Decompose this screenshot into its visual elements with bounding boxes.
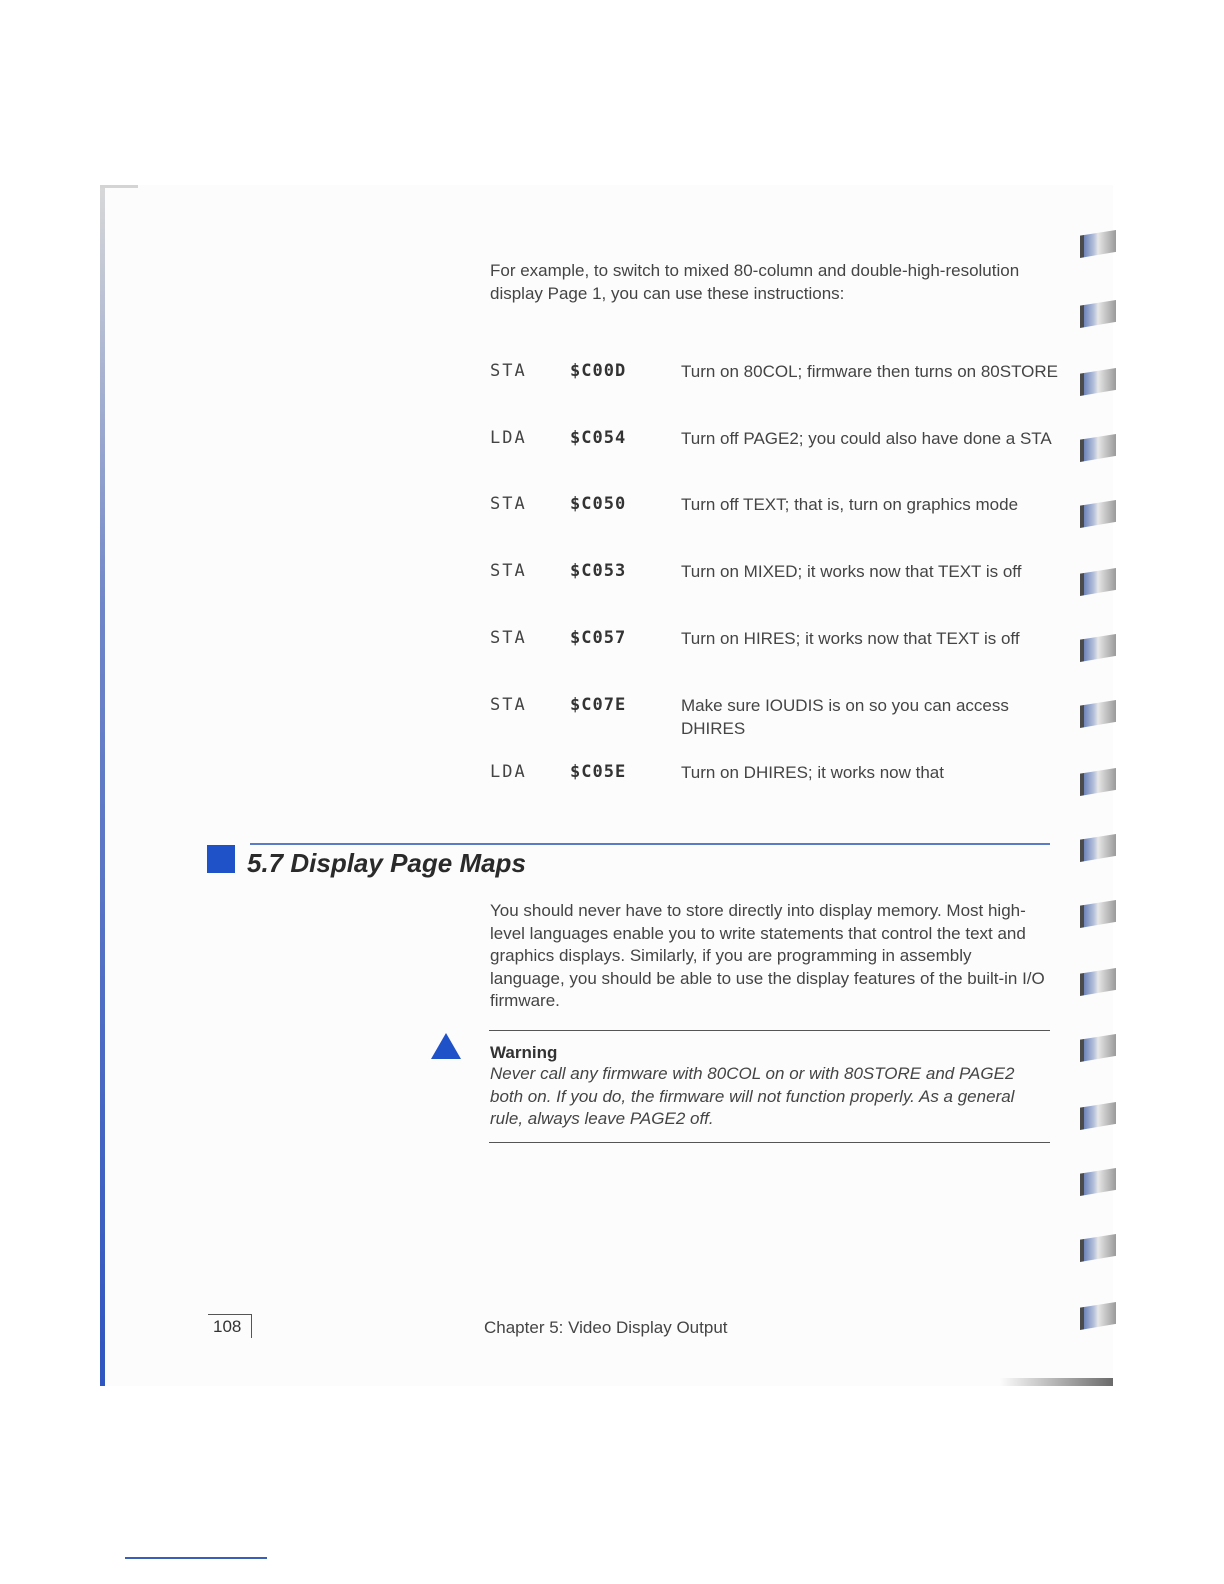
warning-top-rule — [489, 1030, 1050, 1031]
instruction-row — [490, 494, 1070, 544]
instruction-opcode: STA — [490, 695, 527, 715]
binding-ring — [1080, 968, 1116, 996]
section-title: 5.7 Display Page Maps — [247, 848, 526, 878]
instruction-row — [490, 628, 1070, 678]
binding-ring — [1080, 1102, 1116, 1130]
instruction-opcode: STA — [490, 628, 527, 648]
binding-ring — [1080, 768, 1116, 796]
warning-triangle-icon — [431, 1033, 461, 1059]
instruction-description: Turn off PAGE2; you could also have done a STA — [681, 429, 1052, 448]
instruction-description: Make sure IOUDIS is on so you can access DHIRES — [681, 696, 1009, 738]
instruction-row — [490, 561, 1070, 611]
binding-ring — [1080, 1234, 1116, 1262]
instruction-opcode: LDA — [490, 762, 527, 782]
instruction-description: Turn on HIRES; it works now that TEXT is off — [681, 629, 1020, 648]
page-number: 108 — [208, 1314, 252, 1338]
instruction-description: Turn on 80COL; firmware then turns on 80STORE — [681, 362, 1059, 381]
section-marker — [207, 845, 235, 873]
binding-ring — [1080, 1302, 1116, 1330]
section-rule — [250, 843, 1050, 845]
instruction-row — [490, 695, 1070, 745]
instruction-address: $C053 — [570, 561, 627, 581]
warning-bottom-rule — [489, 1142, 1050, 1143]
binding-ring — [1080, 230, 1116, 258]
instruction-opcode: STA — [490, 561, 527, 581]
instruction-description: Turn off TEXT; that is, turn on graphics mode — [681, 495, 1019, 514]
instruction-description: Turn on DHIRES; it works now that — [681, 763, 944, 782]
binding-ring — [1080, 300, 1116, 328]
instruction-description: Turn on MIXED; it works now that TEXT is off — [681, 562, 1022, 581]
binding-ring — [1080, 434, 1116, 462]
scan-artifact-line — [125, 1557, 267, 1559]
instruction-opcode: STA — [490, 494, 527, 514]
instruction-row — [490, 762, 1070, 812]
instruction-row — [490, 428, 1070, 478]
binding-ring — [1080, 1034, 1116, 1062]
warning-heading: Warning — [490, 1043, 558, 1062]
binding-ring — [1080, 900, 1116, 928]
instruction-address: $C054 — [570, 428, 627, 448]
instruction-address: $C07E — [570, 695, 627, 715]
instruction-address: $C057 — [570, 628, 627, 648]
binding-ring — [1080, 1168, 1116, 1196]
instruction-address: $C05E — [570, 762, 627, 782]
warning-body: Never call any firmware with 80COL on or with 80STORE and PAGE2 both on. If you do, the firmware will not function properly. As a general rule, always leave PAGE2 off. — [490, 1064, 1015, 1128]
binding-ring — [1080, 834, 1116, 862]
binding-ring — [1080, 568, 1116, 596]
page-left-edge — [100, 185, 105, 1386]
intro-paragraph: For example, to switch to mixed 80-column and double-high-resolution display Page 1, you can use these instructions: — [490, 261, 1020, 303]
binding-ring — [1080, 500, 1116, 528]
instruction-row — [490, 361, 1070, 411]
instruction-address: $C050 — [570, 494, 627, 514]
page-top-curl — [100, 185, 138, 188]
binding-ring — [1080, 634, 1116, 662]
binding-ring — [1080, 700, 1116, 728]
binding-ring — [1080, 368, 1116, 396]
running-footer: Chapter 5: Video Display Output — [484, 1318, 728, 1337]
section-body: You should never have to store directly into display memory. Most high-level languages enable you to write statements that control the text and graphics displays. Similarly, if you are programming in assembly language, you should be able to use the display features of the built-in I/O firmware. — [490, 901, 1045, 1010]
spiral-binding — [1080, 228, 1116, 1388]
instruction-opcode: LDA — [490, 428, 527, 448]
instruction-opcode: STA — [490, 361, 527, 381]
instruction-address: $C00D — [570, 361, 627, 381]
